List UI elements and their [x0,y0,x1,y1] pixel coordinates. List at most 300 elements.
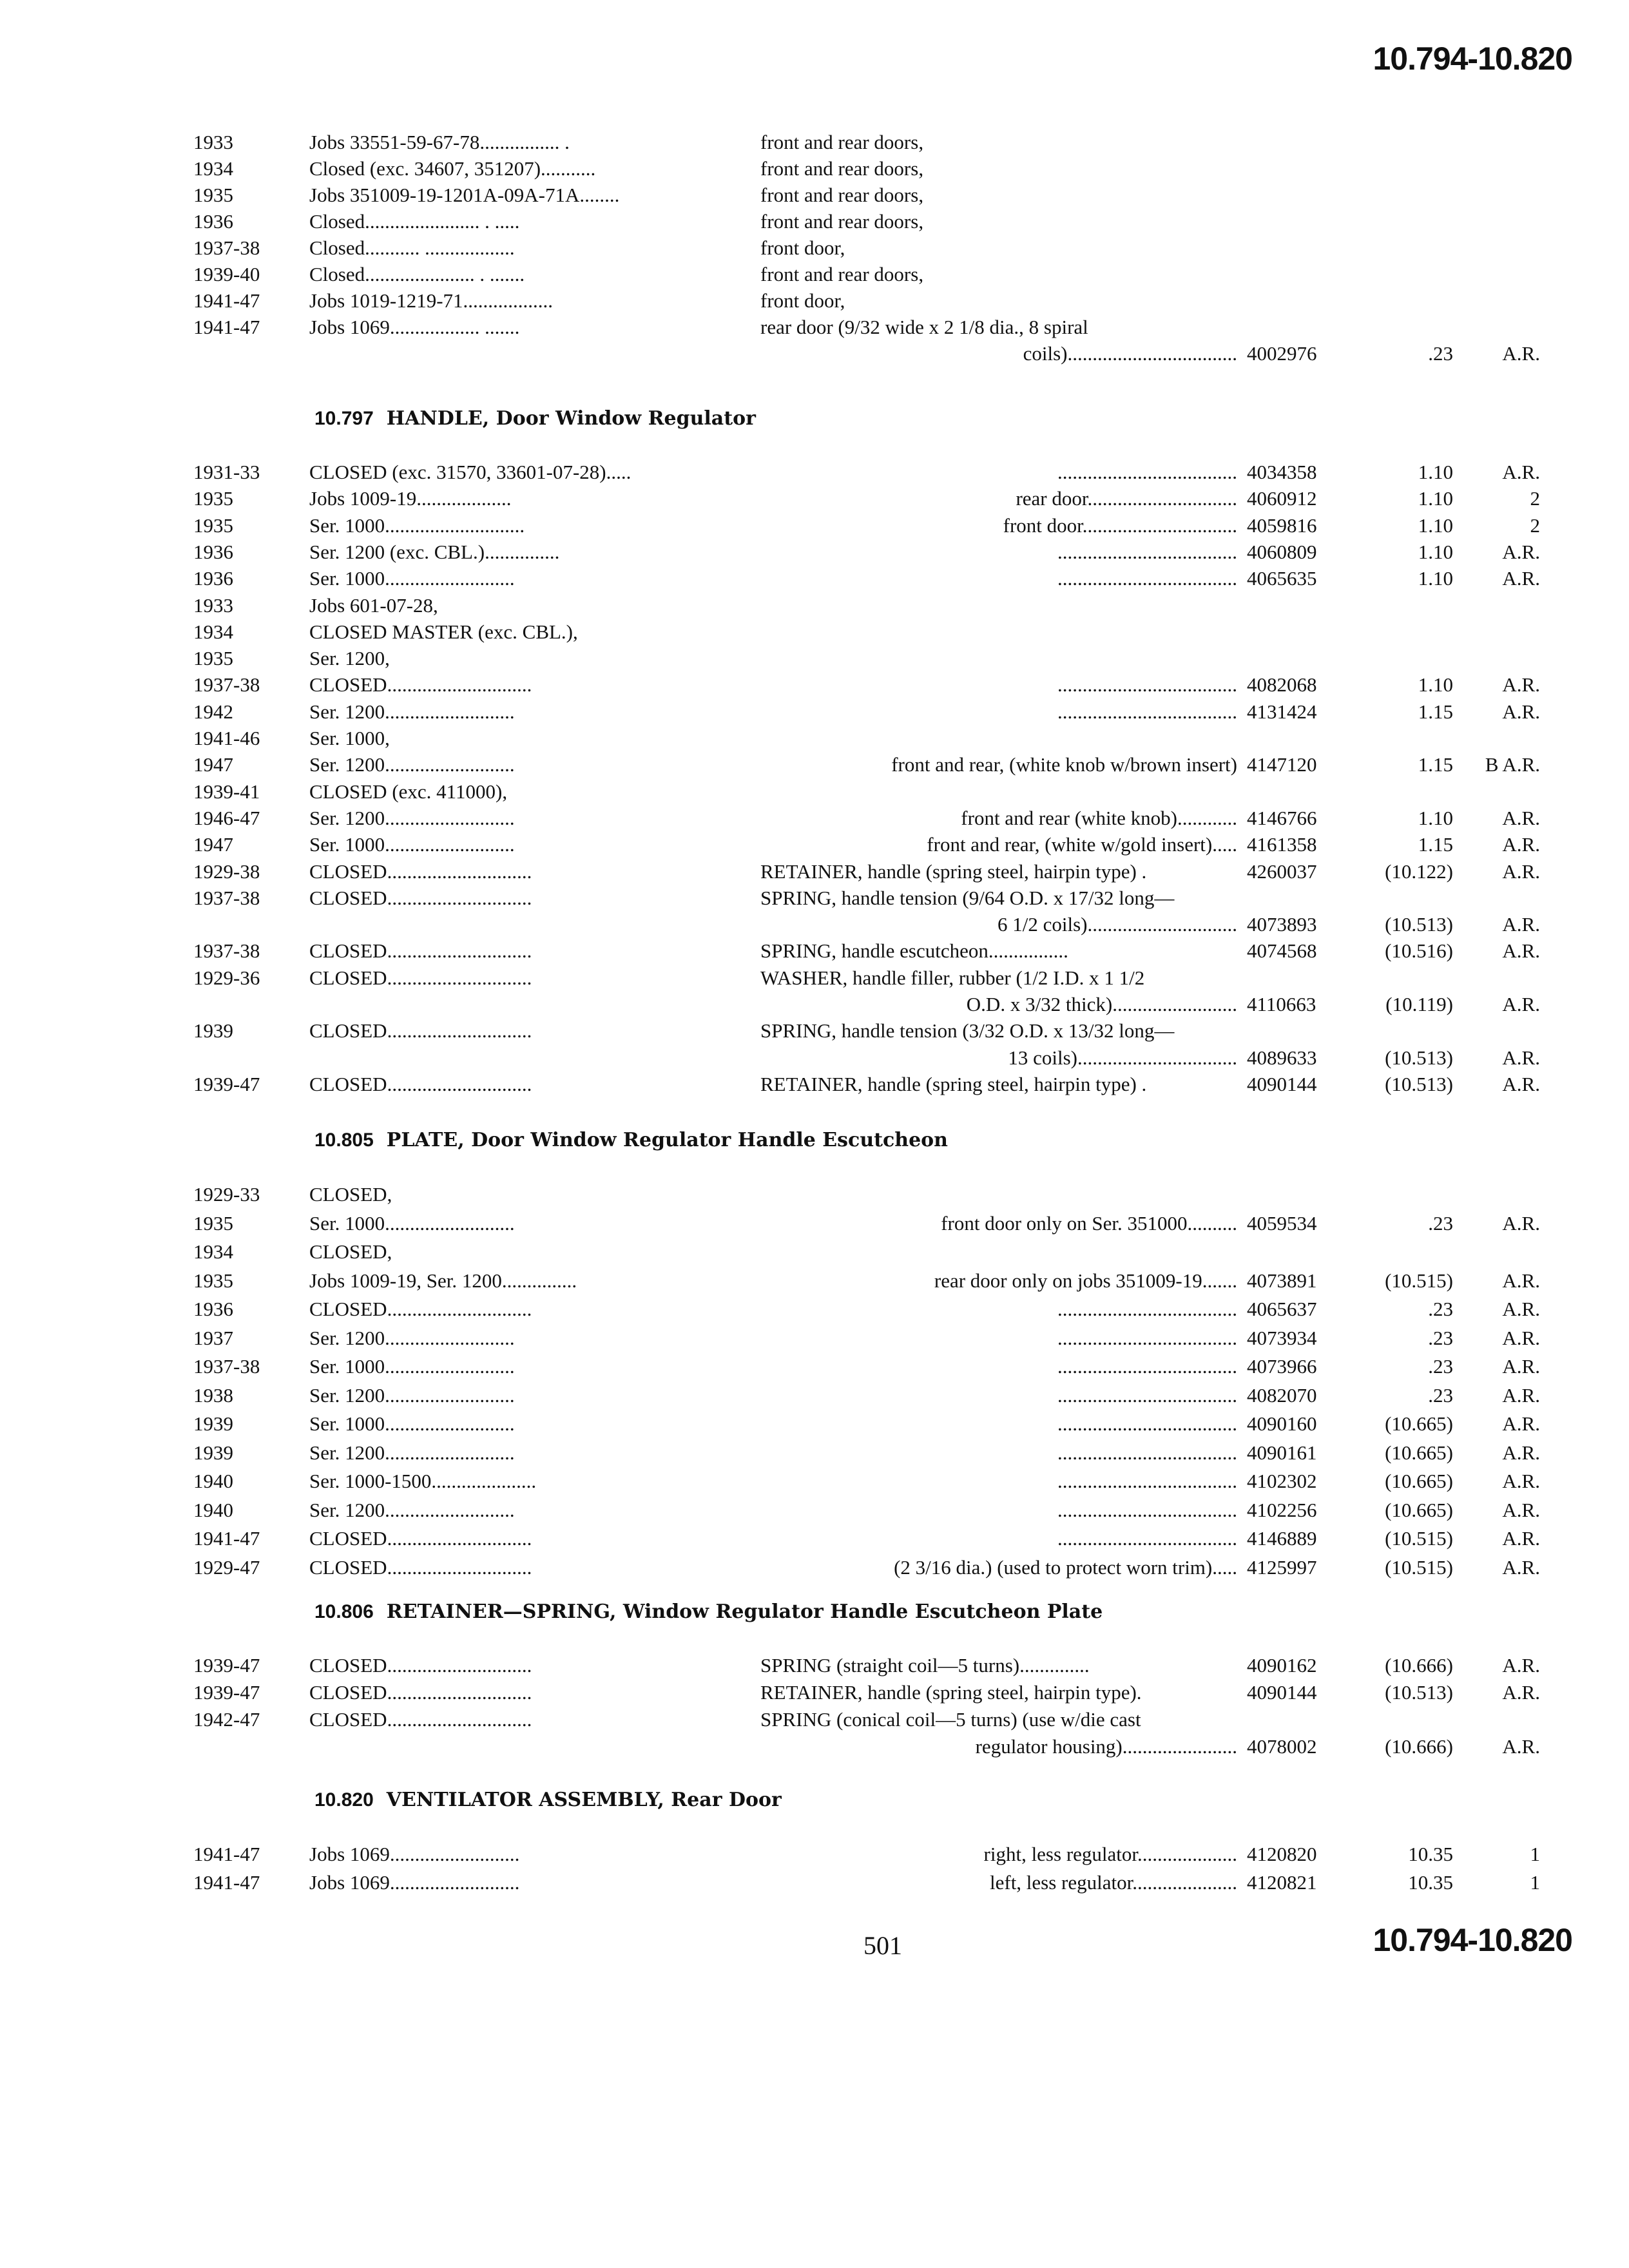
description-cell: front and rear doors, [760,131,924,153]
model-cell: Ser. 1200.......................... [309,1498,515,1521]
year-cell: 1936 [193,210,233,233]
year-cell: 1941-47 [193,1843,260,1865]
part-number-cell: 4073934 [1247,1326,1317,1349]
part-number-cell: 4125997 [1247,1555,1317,1579]
year-cell: 1939-40 [193,263,260,285]
price-cell: (10.665) [1385,1470,1453,1492]
parts-row [0,459,1629,485]
parts-row [0,314,1629,340]
description-cell: coils).................................. [1023,342,1237,365]
part-number-cell: 4161358 [1247,833,1317,856]
description-cell: .................................... [1057,1412,1237,1435]
description-cell: front and rear doors, [760,263,924,285]
quantity-cell: A.R. [1502,1072,1540,1095]
model-cell: Ser. 1200.......................... [309,1441,515,1464]
year-cell: 1939-41 [193,780,260,803]
section-title: VENTILATOR ASSEMBLY, Rear Door [386,1789,782,1811]
model-cell: Ser. 1000.......................... [309,567,515,590]
year-cell: 1937-38 [193,236,260,259]
part-number-cell: 4090162 [1247,1654,1317,1677]
model-cell: CLOSED............................. [309,1019,532,1043]
footer-range: 10.794-10.820 [1373,1922,1572,1958]
model-cell: Ser. 1200.......................... [309,1326,515,1349]
parts-row [0,129,1629,155]
year-cell: 1940 [193,1470,233,1492]
part-number-cell: 4260037 [1247,860,1317,883]
quantity-cell: A.R. [1502,1654,1540,1677]
model-cell: Ser. 1000-1500..................... [309,1470,537,1492]
price-cell: (10.665) [1385,1412,1453,1435]
year-cell: 1929-33 [193,1183,260,1206]
description-cell: rear door only on jobs 351009-19....... [934,1269,1237,1292]
description-cell: .................................... [1057,461,1237,483]
parts-row [0,235,1629,261]
model-cell: Closed....................... . ..... [309,210,520,233]
price-cell: 1.15 [1418,833,1453,856]
description-cell: WASHER, handle filler, rubber (1/2 I.D. x 1 1/2 [760,966,1145,989]
parts-row [0,565,1629,591]
model-cell: Ser. 1200 (exc. CBL.)............... [309,540,560,563]
year-cell: 1935 [193,184,233,206]
parts-row [0,1410,1629,1439]
description-cell: front door, [760,236,845,259]
part-number-cell: 4120820 [1247,1843,1317,1865]
quantity-cell: A.R. [1502,540,1540,563]
parts-row [0,1439,1629,1468]
year-cell: 1929-38 [193,860,260,883]
price-cell: 1.10 [1418,487,1453,510]
parts-row [0,1496,1629,1525]
model-cell: CLOSED............................. [309,673,532,697]
year-cell: 1939-47 [193,1681,260,1704]
model-cell: Jobs 1069.......................... [309,1871,520,1894]
price-cell: 1.10 [1418,567,1453,590]
model-cell: CLOSED............................. [309,939,532,963]
model-cell: Ser. 1000, [309,727,390,749]
parts-row [0,1267,1629,1296]
parts-row [0,182,1629,208]
year-cell: 1942-47 [193,1708,260,1731]
year-cell: 1933 [193,131,233,153]
parts-row [0,1238,1629,1267]
quantity-cell: A.R. [1502,913,1540,936]
parts-row [0,1840,1629,1869]
model-cell: CLOSED, [309,1240,392,1263]
model-cell: Jobs 601-07-28, [309,593,438,617]
parts-row [0,1071,1629,1097]
year-cell: 1940 [193,1498,233,1521]
quantity-cell: 2 [1530,487,1540,510]
price-cell: 10.35 [1408,1843,1453,1865]
section-heading [314,1126,948,1155]
description-cell: SPRING (conical coil—5 turns) (use w/die cast [760,1708,1141,1731]
parts-row [0,208,1629,235]
quantity-cell: A.R. [1502,1383,1540,1407]
model-cell: Jobs 1009-19................... [309,487,512,510]
description-cell: 6 1/2 coils).............................. [998,913,1237,936]
model-cell: Closed........... .................. [309,236,515,259]
model-cell: Ser. 1000.......................... [309,1355,515,1378]
description-cell: O.D. x 3/32 thick)......................... [966,993,1237,1015]
quantity-cell: 1 [1530,1843,1540,1865]
price-cell: (10.665) [1385,1498,1453,1521]
quantity-cell: A.R. [1502,1681,1540,1704]
description-cell: front and rear doors, [760,184,924,206]
description-cell: front door............................... [1003,514,1237,537]
year-cell: 1939 [193,1412,233,1435]
price-cell: (10.513) [1385,913,1453,936]
parts-row [0,1869,1629,1897]
part-number-cell: 4090144 [1247,1681,1317,1704]
price-cell: (10.513) [1385,1681,1453,1704]
year-cell: 1931-33 [193,461,260,483]
description-cell: SPRING, handle escutcheon................ [760,939,1068,963]
quantity-cell: A.R. [1502,342,1540,365]
parts-row [0,1467,1629,1496]
price-cell: 1.10 [1418,673,1453,697]
parts-row [0,991,1629,1017]
header-range: 10.794-10.820 [1373,41,1572,77]
price-cell: (10.666) [1385,1654,1453,1677]
model-cell: CLOSED............................. [309,1708,532,1731]
model-cell: Jobs 1009-19, Ser. 1200............... [309,1269,577,1292]
description-cell: front and rear, (white knob w/brown insert) [891,753,1237,776]
quantity-cell: A.R. [1502,1412,1540,1435]
model-cell: Ser. 1000.......................... [309,1211,515,1235]
quantity-cell: A.R. [1502,1555,1540,1579]
part-number-cell: 4078002 [1247,1735,1317,1758]
year-cell: 1935 [193,487,233,510]
parts-row [0,965,1629,991]
model-cell: Jobs 1019-1219-71.................. [309,289,554,312]
parts-row [0,1524,1629,1553]
year-cell: 1936 [193,540,233,563]
quantity-cell: A.R. [1502,461,1540,483]
model-cell: CLOSED............................. [309,1654,532,1677]
description-cell: front and rear, (white w/gold insert)..... [927,833,1237,856]
quantity-cell: A.R. [1502,993,1540,1015]
year-cell: 1937-38 [193,939,260,963]
year-cell: 1941-47 [193,1527,260,1550]
parts-row [0,885,1629,911]
year-cell: 1935 [193,647,233,670]
model-cell: Jobs 1069.......................... [309,1843,520,1865]
parts-row [0,1017,1629,1044]
price-cell: (10.666) [1385,1735,1453,1758]
price-cell: (10.122) [1385,860,1453,883]
parts-row [0,619,1629,645]
part-number-cell: 4074568 [1247,939,1317,963]
model-cell: CLOSED............................. [309,860,532,883]
description-cell: .................................... [1057,673,1237,697]
description-cell: .................................... [1057,1527,1237,1550]
description-cell: SPRING, handle tension (3/32 O.D. x 13/32 long— [760,1019,1175,1043]
section-heading [314,1786,782,1814]
part-number-cell: 4102302 [1247,1470,1317,1492]
year-cell: 1941-47 [193,289,260,312]
parts-row [0,1352,1629,1381]
quantity-cell: A.R. [1502,700,1540,723]
description-cell: RETAINER, handle (spring steel, hairpin type) . [760,860,1147,883]
part-number-cell: 4034358 [1247,461,1317,483]
parts-row [0,512,1629,539]
part-number-cell: 4073891 [1247,1269,1317,1292]
year-cell: 1939 [193,1441,233,1464]
year-cell: 1936 [193,567,233,590]
quantity-cell: A.R. [1502,806,1540,829]
year-cell: 1941-47 [193,1871,260,1894]
parts-row [0,1180,1629,1209]
quantity-cell: A.R. [1502,860,1540,883]
part-number-cell: 4090160 [1247,1412,1317,1435]
model-cell: Ser. 1000.......................... [309,1412,515,1435]
quantity-cell: 2 [1530,514,1540,537]
part-number-cell: 4110663 [1247,993,1316,1015]
section-heading [314,1598,1103,1626]
model-cell: CLOSED............................. [309,1072,532,1095]
quantity-cell: A.R. [1502,1046,1540,1069]
price-cell: (10.513) [1385,1046,1453,1069]
year-cell: 1934 [193,157,233,180]
parts-row [0,1209,1629,1238]
page-number: 501 [863,1931,902,1960]
price-cell: .23 [1428,1383,1453,1407]
quantity-cell: A.R. [1502,1470,1540,1492]
price-cell: .23 [1428,1326,1453,1349]
part-number-cell: 4090144 [1247,1072,1317,1095]
section-number: 10.806 [314,1601,374,1622]
model-cell: Ser. 1000............................ [309,514,525,537]
parts-row [0,1324,1629,1353]
parts-row [0,831,1629,858]
parts-row [0,592,1629,619]
quantity-cell: A.R. [1502,567,1540,590]
price-cell: (10.515) [1385,1527,1453,1550]
parts-row [0,340,1629,367]
year-cell: 1939-47 [193,1654,260,1677]
model-cell: Ser. 1200, [309,647,390,670]
description-cell: front door only on Ser. 351000.......... [941,1211,1237,1235]
year-cell: 1933 [193,593,233,617]
part-number-cell: 4147120 [1247,753,1317,776]
parts-row [0,261,1629,287]
parts-row [0,1733,1629,1760]
price-cell: 1.10 [1418,514,1453,537]
description-cell: .................................... [1057,567,1237,590]
parts-row [0,778,1629,805]
year-cell: 1939-47 [193,1072,260,1095]
model-cell: CLOSED MASTER (exc. CBL.), [309,620,578,643]
year-cell: 1946-47 [193,806,260,829]
section-number: 10.820 [314,1789,374,1811]
part-number-cell: 4060809 [1247,540,1317,563]
description-cell: rear door.............................. [1016,487,1237,510]
price-cell: 1.10 [1418,540,1453,563]
description-cell: .................................... [1057,1441,1237,1464]
description-cell: (2 3/16 dia.) (used to protect worn trim)..... [894,1555,1237,1579]
model-cell: CLOSED............................. [309,1681,532,1704]
quantity-cell: A.R. [1502,939,1540,963]
quantity-cell: A.R. [1502,673,1540,697]
parts-row [0,1706,1629,1733]
year-cell: 1935 [193,1211,233,1235]
part-number-cell: 4146889 [1247,1527,1317,1550]
year-cell: 1936 [193,1298,233,1320]
quantity-cell: A.R. [1502,1498,1540,1521]
year-cell: 1939 [193,1019,233,1043]
year-cell: 1937 [193,1326,233,1349]
description-cell: front and rear doors, [760,157,924,180]
quantity-cell: A.R. [1502,1298,1540,1320]
price-cell: 1.15 [1418,753,1453,776]
model-cell: CLOSED, [309,1183,392,1206]
year-cell: 1941-46 [193,727,260,749]
year-cell: 1934 [193,1240,233,1263]
description-cell: left, less regulator..................... [990,1871,1237,1894]
price-cell: (10.119) [1385,993,1453,1015]
year-cell: 1937-38 [193,1355,260,1378]
part-number-cell: 4146766 [1247,806,1317,829]
year-cell: 1937-38 [193,673,260,697]
price-cell: .23 [1428,342,1453,365]
quantity-cell: A.R. [1502,1441,1540,1464]
model-cell: Jobs 33551-59-67-78................ . [309,131,570,153]
year-cell: 1947 [193,753,233,776]
section-number: 10.805 [314,1129,374,1151]
year-cell: 1935 [193,1269,233,1292]
part-number-cell: 4090161 [1247,1441,1317,1464]
parts-row [0,805,1629,831]
parts-row [0,539,1629,565]
parts-row [0,1553,1629,1582]
quantity-cell: A.R. [1502,1355,1540,1378]
section-title: PLATE, Door Window Regulator Handle Escutcheon [386,1129,948,1151]
parts-row [0,485,1629,512]
part-number-cell: 4120821 [1247,1871,1317,1894]
description-cell: .................................... [1057,1498,1237,1521]
year-cell: 1942 [193,700,233,723]
quantity-cell: A.R. [1502,1326,1540,1349]
description-cell: .................................... [1057,1355,1237,1378]
parts-row [0,751,1629,778]
model-cell: CLOSED (exc. 411000), [309,780,508,803]
parts-row [0,1044,1629,1071]
section-title: HANDLE, Door Window Regulator [386,407,756,430]
description-cell: rear door (9/32 wide x 2 1/8 dia., 8 spiral [760,316,1088,338]
model-cell: Jobs 1069.................. ....... [309,316,520,338]
description-cell: .................................... [1057,1383,1237,1407]
price-cell: 1.10 [1418,806,1453,829]
price-cell: .23 [1428,1211,1453,1235]
parts-row [0,858,1629,885]
model-cell: Ser. 1200.......................... [309,753,515,776]
description-cell: 13 coils)................................ [1008,1046,1237,1069]
year-cell: 1938 [193,1383,233,1407]
price-cell: (10.665) [1385,1441,1453,1464]
parts-row [0,725,1629,751]
price-cell: .23 [1428,1298,1453,1320]
part-number-cell: 4059534 [1247,1211,1317,1235]
description-cell: front door, [760,289,845,312]
parts-row [0,937,1629,964]
model-cell: CLOSED............................. [309,1555,532,1579]
year-cell: 1935 [193,514,233,537]
parts-row [0,155,1629,182]
model-cell: CLOSED............................. [309,1527,532,1550]
parts-row [0,1652,1629,1679]
quantity-cell: A.R. [1502,1211,1540,1235]
price-cell: (10.516) [1385,939,1453,963]
quantity-cell: B A.R. [1485,753,1540,776]
parts-row [0,671,1629,698]
description-cell: .................................... [1057,540,1237,563]
description-cell: RETAINER, handle (spring steel, hairpin type) . [760,1072,1147,1095]
description-cell: RETAINER, handle (spring steel, hairpin type). [760,1681,1142,1704]
parts-row [0,1679,1629,1706]
parts-row [0,1295,1629,1324]
quantity-cell: A.R. [1502,1735,1540,1758]
model-cell: Ser. 1000.......................... [309,833,515,856]
price-cell: (10.513) [1385,1072,1453,1095]
price-cell: (10.515) [1385,1269,1453,1292]
part-number-cell: 4089633 [1247,1046,1317,1069]
parts-row [0,698,1629,725]
description-cell: .................................... [1057,700,1237,723]
parts-row [0,645,1629,671]
price-cell: 10.35 [1408,1871,1453,1894]
section-heading [314,405,756,433]
part-number-cell: 4082070 [1247,1383,1317,1407]
section-number: 10.797 [314,408,374,429]
parts-row [0,1381,1629,1410]
description-cell: SPRING (straight coil—5 turns).............. [760,1654,1090,1677]
part-number-cell: 4002976 [1247,342,1317,365]
part-number-cell: 4060912 [1247,487,1317,510]
part-number-cell: 4082068 [1247,673,1317,697]
description-cell: .................................... [1057,1298,1237,1320]
quantity-cell: 1 [1530,1871,1540,1894]
price-cell: .23 [1428,1355,1453,1378]
model-cell: CLOSED............................. [309,966,532,989]
part-number-cell: 4102256 [1247,1498,1317,1521]
parts-row [0,287,1629,314]
part-number-cell: 4065635 [1247,567,1317,590]
description-cell: front and rear doors, [760,210,924,233]
year-cell: 1937-38 [193,886,260,909]
description-cell: .................................... [1057,1326,1237,1349]
year-cell: 1947 [193,833,233,856]
model-cell: CLOSED............................. [309,886,532,909]
description-cell: .................................... [1057,1470,1237,1492]
price-cell: (10.515) [1385,1555,1453,1579]
part-number-cell: 4059816 [1247,514,1317,537]
description-cell: regulator housing)....................... [975,1735,1237,1758]
quantity-cell: A.R. [1502,833,1540,856]
parts-row [0,911,1629,937]
section-title: RETAINER—SPRING, Window Regulator Handle Escutcheon Plate [386,1600,1103,1623]
description-cell: front and rear (white knob)............ [961,806,1237,829]
model-cell: Jobs 351009-19-1201A-09A-71A........ [309,184,620,206]
model-cell: Ser. 1200.......................... [309,806,515,829]
year-cell: 1929-47 [193,1555,260,1579]
model-cell: CLOSED (exc. 31570, 33601-07-28)..... [309,461,631,483]
model-cell: Closed...................... . ....... [309,263,525,285]
year-cell: 1929-36 [193,966,260,989]
description-cell: right, less regulator.................... [983,1843,1237,1865]
part-number-cell: 4065637 [1247,1298,1317,1320]
model-cell: Closed (exc. 34607, 351207)........... [309,157,596,180]
part-number-cell: 4073966 [1247,1355,1317,1378]
